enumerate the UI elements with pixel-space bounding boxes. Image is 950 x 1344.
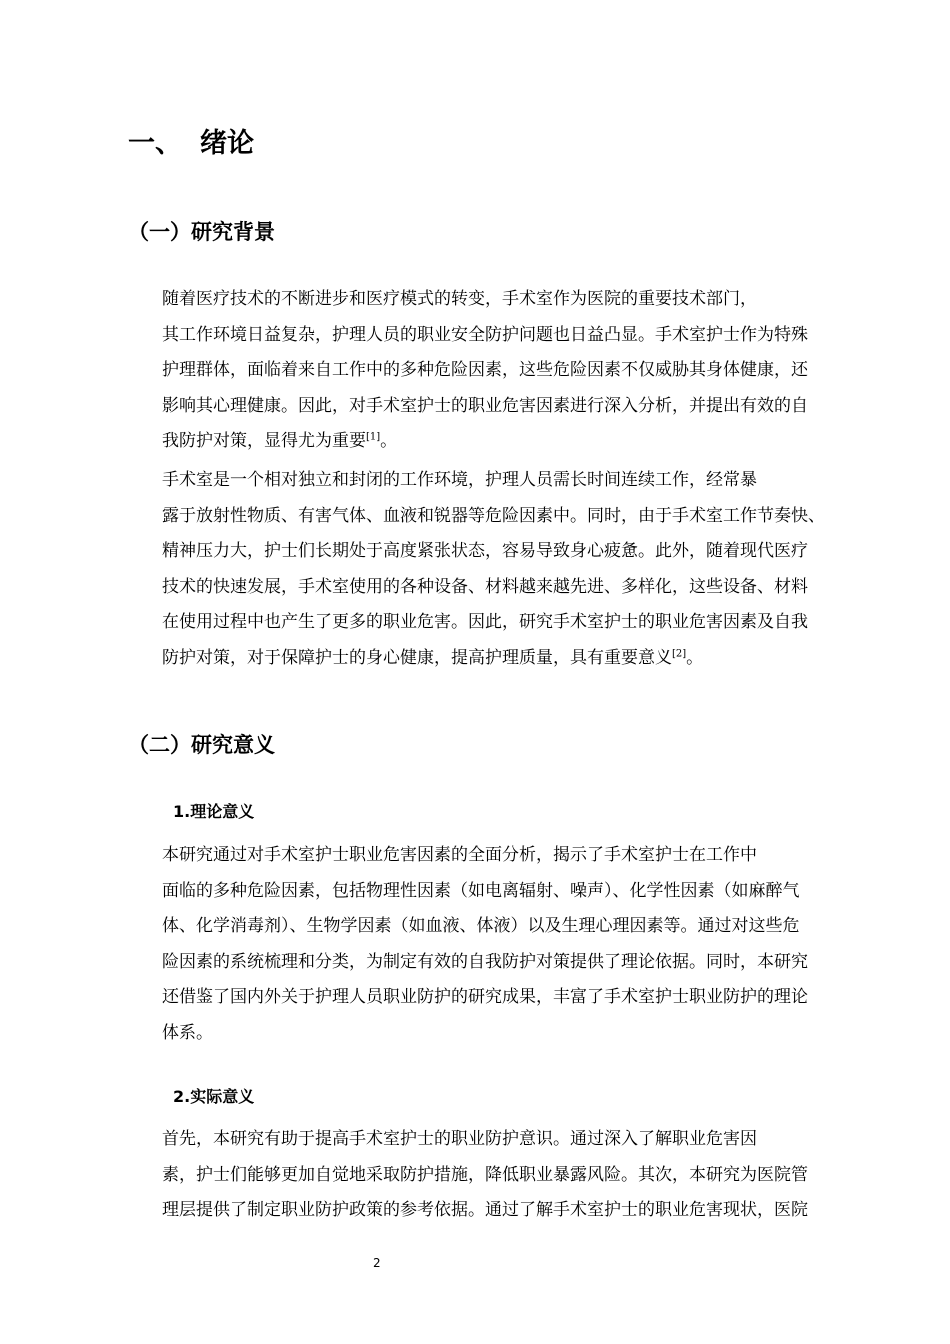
paragraph-line: 面临的多种危险因素，包括物理性因素（如电离辐射、噪声）、化学性因素（如麻醉气	[162, 880, 800, 901]
paragraph-line: 技术的快速发展，手术室使用的各种设备、材料越来越先进、多样化，这些设备、材料	[162, 576, 808, 597]
paragraph-text: 我防护对策，显得尤为重要	[162, 431, 366, 451]
chapter-number: 一、	[128, 128, 182, 159]
theory-paragraph	[128, 838, 863, 1051]
paragraph-line-last	[128, 641, 863, 677]
chapter-heading	[128, 124, 254, 164]
subsection-heading-theory: 1.理论意义	[173, 802, 255, 821]
paragraph-line-last	[128, 424, 863, 460]
paragraph-line: 险因素的系统梳理和分类，为制定有效的自我防护对策提供了理论依据。同时，本研究	[162, 951, 808, 972]
citation-1: [1]	[366, 431, 381, 443]
section-heading-significance: （二）研究意义	[128, 733, 275, 757]
paragraph-line: 影响其心理健康。因此，对手术室护士的职业危害因素进行深入分析，并提出有效的自	[162, 395, 808, 416]
paragraph-line: 体系。	[162, 1022, 213, 1043]
paragraph-line: 首先，本研究有助于提高手术室护士的职业防护意识。通过深入了解职业危害因	[162, 1129, 757, 1149]
section-heading-background: （一）研究背景	[128, 220, 275, 244]
chapter-title: 绪论	[200, 128, 254, 159]
paragraph-line: 体、化学消毒剂）、生物学因素（如血液、体液）以及生理心理因素等。通过对这些危	[162, 916, 800, 936]
paragraph-line: 精神压力大，护士们长期处于高度紧张状态，容易导致身心疲惫。此外，随着现代医疗	[162, 541, 808, 561]
paragraph-line: 护理群体，面临着来自工作中的多种危险因素，这些危险因素不仅威胁其身体健康，还	[162, 360, 808, 380]
background-paragraph-1	[128, 282, 863, 460]
paragraph-line: 素，护士们能够更加自觉地采取防护措施，降低职业暴露风险。其次，本研究为医院管	[162, 1164, 808, 1185]
background-paragraph-2	[128, 463, 863, 676]
paragraph-end: 。	[686, 647, 704, 668]
paragraph-line: 本研究通过对手术室护士职业危害因素的全面分析，揭示了手术室护士在工作中	[162, 845, 757, 865]
paragraph-text: 防护对策，对于保障护士的身心健康，提高护理质量，具有重要意义	[162, 647, 672, 668]
paragraph-end: 。	[380, 431, 398, 451]
subsection-heading-practice: 2.实际意义	[173, 1087, 255, 1106]
paragraph-line: 露于放射性物质、有害气体、血液和锐器等危险因素中。同时，由于手术室工作节奏快、	[162, 505, 825, 526]
paragraph-line: 还借鉴了国内外关于护理人员职业防护的研究成果，丰富了手术室护士职业防护的理论	[162, 987, 808, 1007]
paragraph-line: 手术室是一个相对独立和封闭的工作环境，护理人员需长时间连续工作，经常暴	[162, 470, 757, 490]
paragraph-line: 在使用过程中也产生了更多的职业危害。因此，研究手术室护士的职业危害因素及自我	[162, 612, 808, 632]
page-number: 2	[373, 1256, 381, 1270]
paragraph-line: 随着医疗技术的不断进步和医疗模式的转变，手术室作为医院的重要技术部门，	[162, 289, 757, 309]
practice-paragraph	[128, 1122, 863, 1229]
paragraph-line: 其工作环境日益复杂，护理人员的职业安全防护问题也日益凸显。手术室护士作为特殊	[162, 324, 808, 345]
citation-2: [2]	[672, 647, 687, 659]
paragraph-line: 理层提供了制定职业防护政策的参考依据。通过了解手术室护士的职业危害现状，医院	[162, 1200, 808, 1220]
